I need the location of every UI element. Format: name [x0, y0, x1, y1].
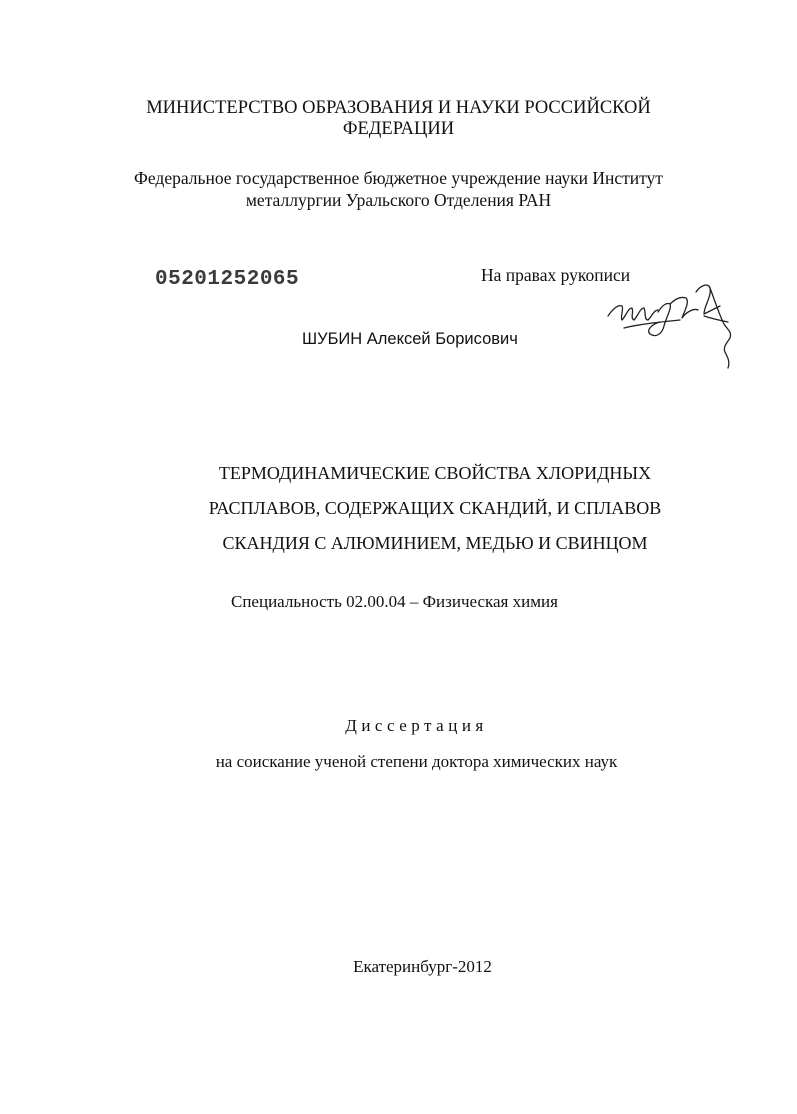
institution-header [0, 167, 797, 211]
degree-text: на соискание ученой степени доктора химических наук [215, 752, 618, 771]
signature-icon [600, 272, 760, 372]
title-line-2: РАСПЛАВОВ, СОДЕРЖАЩИХ СКАНДИЙ, И СПЛАВОВ [208, 498, 662, 518]
specialty: Специальность 02.00.04 – Физическая химия [231, 592, 558, 611]
city-year: Екатеринбург-2012 [353, 957, 492, 976]
registration-number: 05201252065 [155, 268, 300, 291]
title-line-3: СКАНДИЯ С АЛЮМИНИЕМ, МЕДЬЮ И СВИНЦОМ [222, 533, 648, 553]
dissertation-title [190, 456, 680, 561]
rights-note: На правах рукописи [481, 265, 631, 285]
title-line-1: ТЕРМОДИНАМИЧЕСКИЕ СВОЙСТВА ХЛОРИДНЫХ [218, 463, 652, 483]
institution-line-1: Федеральное государственное бюджетное учреждение науки Институт [134, 168, 663, 188]
author-name: ШУБИН Алексей Борисович [302, 330, 518, 348]
dissertation-label: Диссертация [345, 716, 488, 735]
institution-line-2: металлургии Уральского Отделения РАН [245, 190, 552, 210]
ministry-line-2: ФЕДЕРАЦИИ [342, 119, 455, 139]
ministry-line-1: МИНИСТЕРСТВО ОБРАЗОВАНИЯ И НАУКИ РОССИЙСКОЙ [146, 98, 651, 118]
ministry-header [0, 98, 797, 140]
